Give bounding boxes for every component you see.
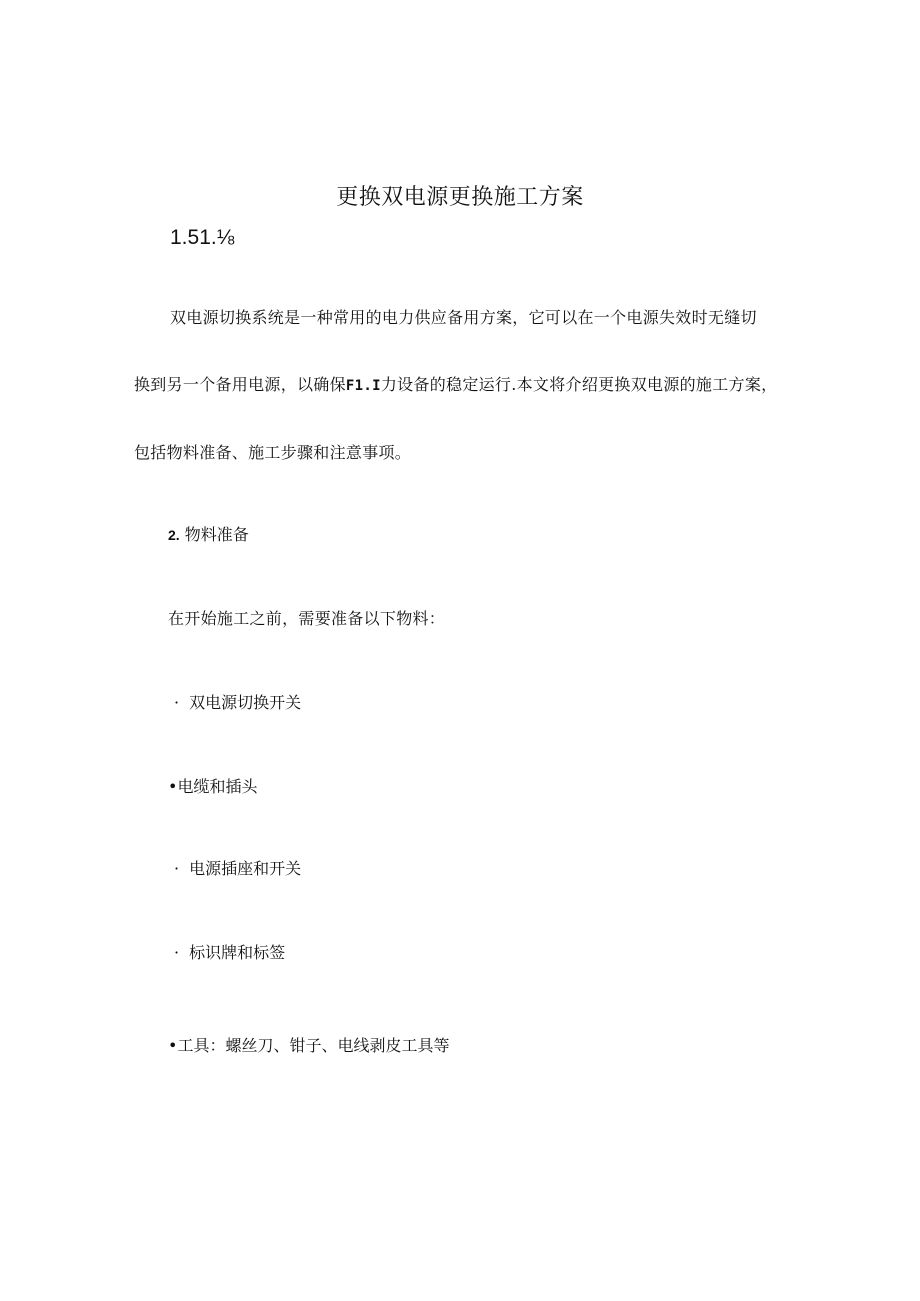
section-number: 1.51.⅛	[170, 226, 235, 249]
bullet-icon: •	[168, 1036, 178, 1055]
intro-line-2	[134, 372, 777, 395]
list-item	[168, 774, 257, 797]
intro-line-3: 包括物料准备、施工步骤和注意事项。	[134, 443, 412, 462]
section-2-title: 物料准备	[184, 525, 249, 544]
intro-line-2-code: F1.I	[345, 378, 381, 394]
intro-line-2-end: 力设备的稳定运行.本文将介绍更换双电源的施工方案，	[380, 375, 778, 394]
bullet-icon: ·	[174, 859, 180, 878]
section-2-number: 2.	[168, 527, 180, 543]
list-item-text: 标识牌和标签	[189, 943, 286, 962]
list-item	[168, 1033, 449, 1056]
list-item-text: 工具：螺丝刀、钳子、电线剥皮工具等	[177, 1036, 450, 1055]
bullet-icon: ·	[174, 943, 180, 962]
bullet-icon: ·	[174, 693, 180, 712]
list-item-text: 电缆和插头	[177, 777, 258, 796]
list-item-text: 电源插座和开关	[189, 859, 302, 878]
intro-line-2-start: 换到另一个备用电源，以确保	[134, 375, 346, 394]
intro-line-1: 双电源切换系统是一种常用的电力供应备用方案，它可以在一个电源失效时无缝切	[170, 308, 757, 327]
list-item	[174, 856, 301, 879]
list-item	[174, 690, 301, 713]
section-2-heading	[168, 522, 249, 545]
section-2-lead: 在开始施工之前，需要准备以下物料：	[168, 609, 446, 628]
document-title: 更换双电源更换施工方案	[336, 185, 584, 210]
list-item	[174, 940, 285, 963]
list-item-text: 双电源切换开关	[189, 693, 302, 712]
bullet-icon: •	[168, 777, 178, 796]
